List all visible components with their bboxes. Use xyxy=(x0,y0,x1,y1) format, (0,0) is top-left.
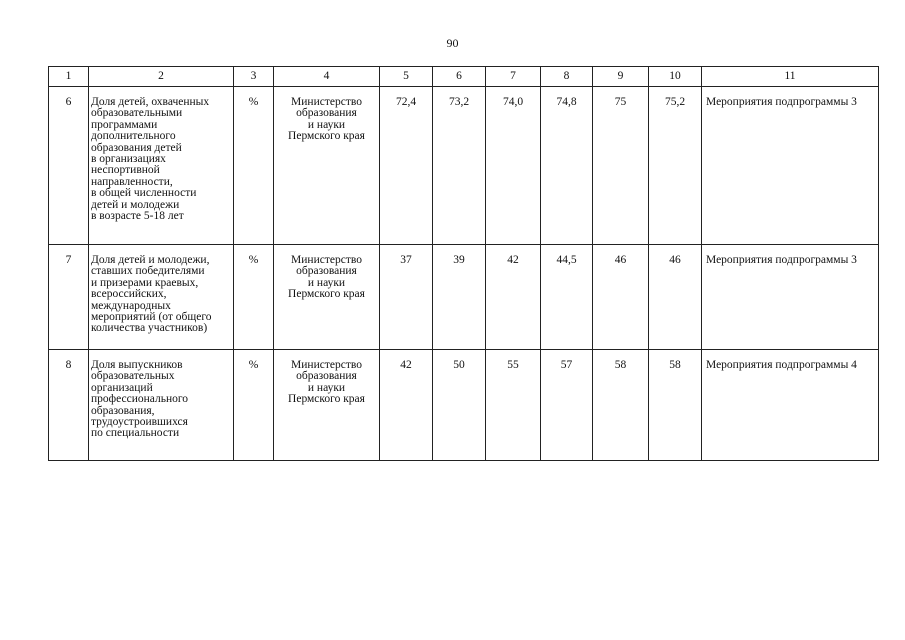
org-line: Пермского края xyxy=(288,288,365,301)
table-row xyxy=(49,245,879,350)
unit-cell: % xyxy=(234,350,274,461)
indicator-name-line: Доля детей и молодежи, xyxy=(91,254,210,266)
org-line: и науки xyxy=(307,118,346,131)
value-cell: 42 xyxy=(486,245,541,350)
value-cell: 46 xyxy=(649,245,702,350)
indicator-name-line: направленности, xyxy=(91,175,173,188)
indicator-name-line: в возрасте 5-18 лет xyxy=(91,210,184,223)
measures-cell: Мероприятия подпрограммы 3 xyxy=(702,245,879,350)
indicator-name xyxy=(89,87,234,245)
responsible-org xyxy=(274,87,380,245)
indicator-name-line: образовательными xyxy=(91,107,183,120)
indicator-name-line: неспортивной xyxy=(91,164,160,177)
value-cell: 50 xyxy=(433,350,486,461)
header-cell: 9 xyxy=(593,67,649,87)
value-cell: 58 xyxy=(649,350,702,461)
header-cell: 5 xyxy=(380,67,433,87)
indicator-name-line: дополнительного xyxy=(91,130,176,143)
header-cell: 4 xyxy=(274,67,380,87)
unit-cell: % xyxy=(234,87,274,245)
org-line: Пермского края xyxy=(288,393,365,406)
row-number: 8 xyxy=(49,350,89,461)
value-cell: 39 xyxy=(433,245,486,350)
indicator-name-line: Доля детей, охваченных xyxy=(91,96,210,108)
indicator-name-line: количества участников) xyxy=(91,322,208,335)
value-cell: 74,0 xyxy=(486,87,541,245)
responsible-org xyxy=(274,350,380,461)
page-number: 90 xyxy=(446,36,459,50)
header-cell: 1 xyxy=(49,67,89,87)
org-line: Министерство xyxy=(291,359,362,371)
row-number: 6 xyxy=(49,87,89,245)
header-cell: 3 xyxy=(234,67,274,87)
value-cell: 73,2 xyxy=(433,87,486,245)
header-cell: 10 xyxy=(649,67,702,87)
org-line: и науки xyxy=(307,276,346,289)
indicator-name-line: программами xyxy=(91,118,158,131)
header-cell: 8 xyxy=(541,67,593,87)
measures-cell: Мероприятия подпрограммы 3 xyxy=(702,87,879,245)
unit-cell: % xyxy=(234,245,274,350)
indicator-name-line: профессионального xyxy=(91,393,189,406)
header-cell: 2 xyxy=(89,67,234,87)
table-row xyxy=(49,87,879,245)
value-cell: 58 xyxy=(593,350,649,461)
org-line: образования xyxy=(296,370,357,383)
header-cell: 6 xyxy=(433,67,486,87)
org-line: Министерство xyxy=(291,96,362,108)
indicator-name-line: и призерами краевых, xyxy=(91,276,199,289)
indicator-name-line: образовательных xyxy=(91,370,175,383)
indicator-name-line: международных xyxy=(91,299,171,312)
value-cell: 57 xyxy=(541,350,593,461)
indicator-name-line: ставших победителями xyxy=(91,265,205,278)
org-line: Пермского края xyxy=(288,130,365,143)
org-line: Министерство xyxy=(291,254,362,266)
indicator-name xyxy=(89,350,234,461)
org-line: образования xyxy=(296,107,357,120)
value-cell: 42 xyxy=(380,350,433,461)
header-cell: 11 xyxy=(702,67,879,87)
value-cell: 72,4 xyxy=(380,87,433,245)
indicator-name-line: Доля выпускников xyxy=(91,359,183,371)
indicator-name-line: образования детей xyxy=(91,141,182,154)
value-cell: 74,8 xyxy=(541,87,593,245)
responsible-org xyxy=(274,245,380,350)
indicator-name-line: мероприятий (от общего xyxy=(91,311,212,324)
row-number: 7 xyxy=(49,245,89,350)
header-row xyxy=(49,67,879,87)
indicator-name-line: по специальности xyxy=(91,427,180,440)
indicators-table xyxy=(48,66,879,461)
org-line: и науки xyxy=(307,381,346,394)
value-cell: 37 xyxy=(380,245,433,350)
measures-cell: Мероприятия подпрограммы 4 xyxy=(702,350,879,461)
indicator-name-line: в общей численности xyxy=(91,187,197,200)
indicator-name-line: трудоустроившихся xyxy=(91,416,188,429)
value-cell: 46 xyxy=(593,245,649,350)
indicator-name-line: в организациях xyxy=(91,153,166,166)
value-cell: 75 xyxy=(593,87,649,245)
value-cell: 55 xyxy=(486,350,541,461)
indicator-name xyxy=(89,245,234,350)
org-line: образования xyxy=(296,265,357,278)
indicator-name-line: детей и молодежи xyxy=(91,198,180,211)
indicator-name-line: всероссийских, xyxy=(91,288,167,301)
header-cell: 7 xyxy=(486,67,541,87)
table-row xyxy=(49,350,879,461)
value-cell: 44,5 xyxy=(541,245,593,350)
indicator-name-line: организаций xyxy=(91,381,153,394)
indicator-name-line: образования, xyxy=(91,404,155,417)
value-cell: 75,2 xyxy=(649,87,702,245)
